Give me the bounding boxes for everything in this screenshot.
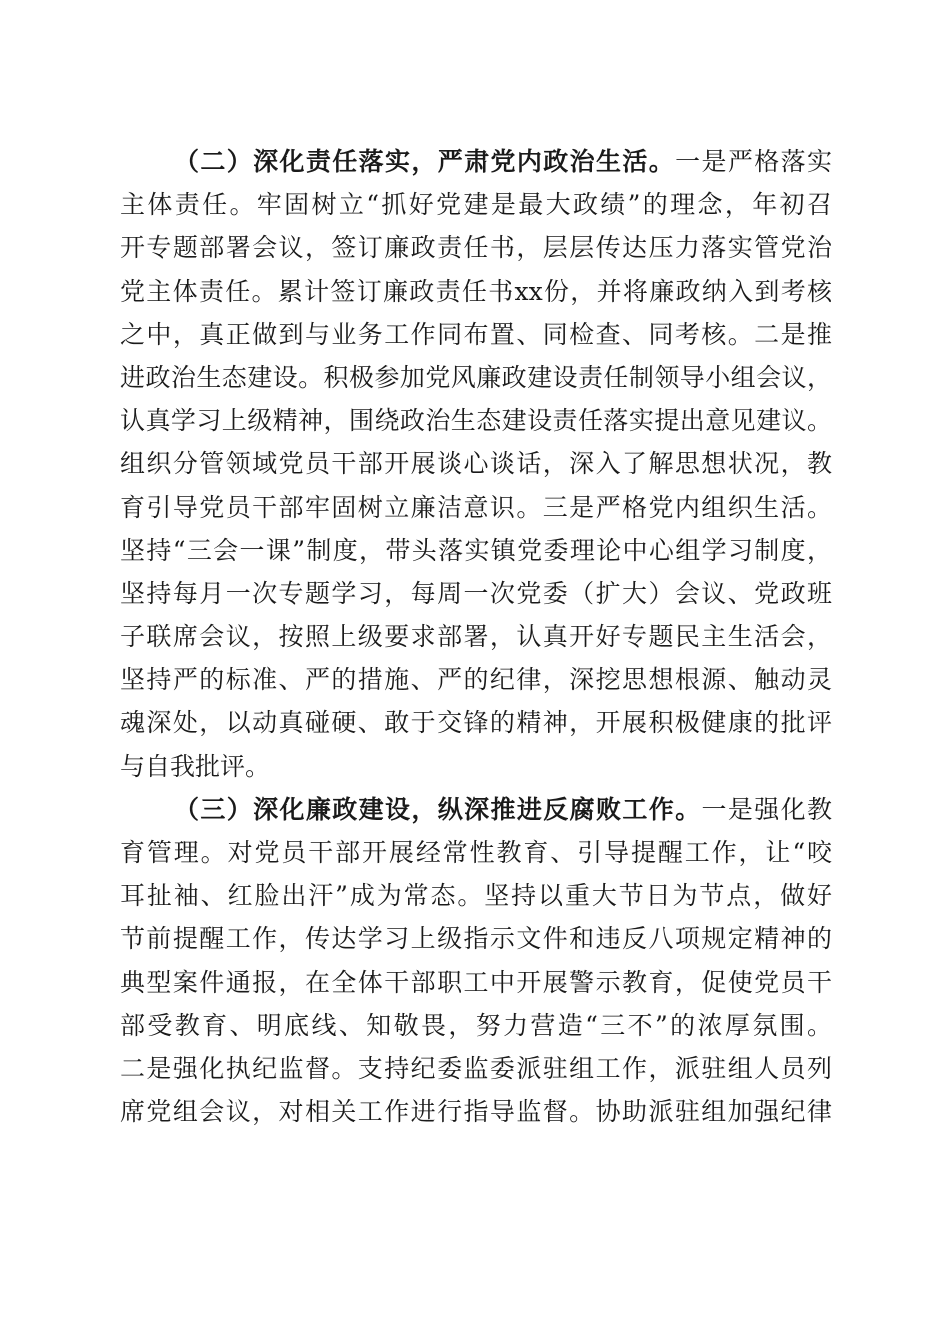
text-line: 一是强化教	[701, 794, 832, 824]
paragraph-first-line	[120, 140, 832, 183]
text-line: 认真学习上级精神，围绕政治生态建设责任落实提出意见建议。	[120, 406, 832, 436]
paragraph-section-2	[120, 140, 832, 788]
section-heading-2: （二）深化责任落实，严肃党内政治生活。	[174, 147, 676, 176]
text-line: 坚持“三会一课”制度，带头落实镇党委理论中心组学习制度，	[120, 535, 832, 565]
text-line: 席党组会议，对相关工作进行指导监督。协助派驻组加强纪律	[120, 1097, 832, 1127]
text-line: 坚持每月一次专题学习，每周一次党委（扩大）会议、党政班	[120, 578, 832, 608]
text-line: 典型案件通报，在全体干部职工中开展警示教育，促使党员干	[120, 967, 832, 997]
text-line: 魂深处，以动真碰硬、敢于交锋的精神，开展积极健康的批评	[120, 708, 832, 738]
text-line: 之中，真正做到与业务工作同布置、同检查、同考核。二是推	[120, 319, 832, 349]
text-line: 子联席会议，按照上级要求部署，认真开好专题民主生活会，	[120, 622, 832, 652]
text-line: 节前提醒工作，传达学习上级指示文件和违反八项规定精神的	[120, 924, 832, 954]
text-line: 主体责任。牢固树立“抓好党建是最大政绩”的理念，年初召	[120, 190, 832, 220]
paragraph-section-3	[120, 788, 832, 1134]
text-line: 坚持严的标准、严的措施、严的纪律，深挖思想根源、触动灵	[120, 665, 832, 695]
text-line: 育管理。对党员干部开展经常性教育、引导提醒工作，让“咬	[120, 838, 832, 867]
text-line: 组织分管领域党员干部开展谈心谈话，深入了解思想状况，教	[120, 449, 832, 479]
document-body	[120, 140, 832, 1133]
text-line: 耳扯袖、红脸出汗”成为常态。坚持以重大节日为节点，做好	[120, 881, 832, 911]
text-line-last: 与自我批评。	[120, 751, 271, 781]
text-line: 二是强化执纪监督。支持纪委监委派驻组工作，派驻组人员列	[120, 1053, 832, 1083]
text-line: 开专题部署会议，签订廉政责任书，层层传达压力落实管党治	[120, 233, 832, 263]
paragraph-first-line	[120, 788, 832, 831]
section-heading-3: （三）深化廉政建设，纵深推进反腐败工作。	[174, 794, 702, 824]
text-line: 进政治生态建设。积极参加党风廉政建设责任制领导小组会议，	[120, 362, 832, 392]
text-line: 育引导党员干部牢固树立廉洁意识。三是严格党内组织生活。	[120, 492, 832, 522]
text-line: 一是严格落实	[675, 147, 832, 176]
text-line: 党主体责任。累计签订廉政责任书xx份，并将廉政纳入到考核	[120, 276, 832, 306]
text-line: 部受教育、明底线、知敬畏，努力营造“三不”的浓厚氛围。	[120, 1010, 832, 1040]
